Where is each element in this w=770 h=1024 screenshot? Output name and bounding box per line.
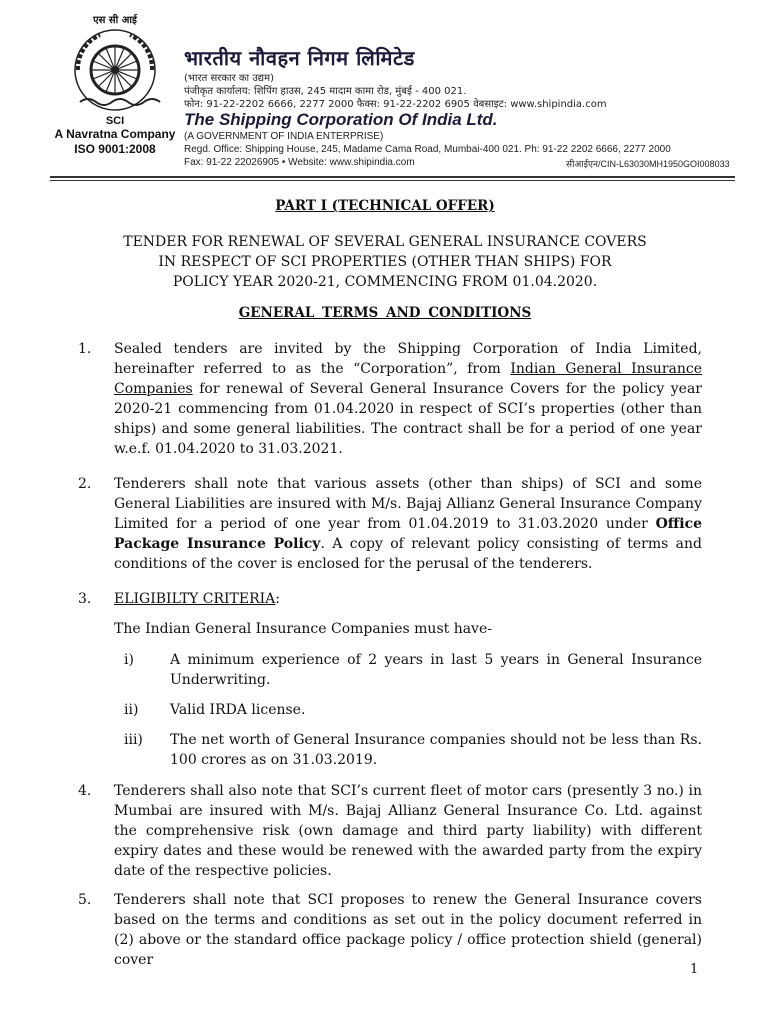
criteria-numeral: iii)	[124, 732, 143, 748]
tender-title	[0, 232, 770, 292]
criteria-numeral: i)	[124, 652, 134, 668]
criteria-text: Valid IRDA license.	[170, 702, 306, 718]
clause-number: 5.	[78, 892, 92, 908]
sci-emblem-icon	[50, 10, 180, 125]
clause-number: 1.	[78, 341, 92, 357]
company-subtitle-english: (A GOVERNMENT OF INDIA ENTERPRISE)	[184, 131, 384, 142]
letterhead-divider	[50, 176, 735, 181]
clause-number: 4.	[78, 783, 92, 799]
address-hindi: पंजीकृत कार्यालय: शिपिंग हाउस, 245 मादाम कामा रोड, मुंबई - 400 021.	[184, 86, 467, 97]
clause-text: Tenderers shall note that various assets (other than ships) of SCI and some General Liabilities are insured with M/s. Bajaj Allianz General Insurance Company Limited for a period of one year from 01.04.2019 to 31.03.2020 under Office Package Insurance Policy. A copy of relevant policy consisting of terms and conditions of the cover is enclosed for the perusal of the tenderers.	[114, 476, 703, 572]
fax-website: Fax: 91-22 22026905 • Website: www.shipindia.com	[184, 157, 415, 168]
contact-hindi: फोन: 91-22-2202 6666, 2277 2000 फैक्स: 91-22-2202 6905 वेबसाइट: www.shipindia.com	[184, 99, 607, 110]
criteria-item	[114, 730, 702, 770]
cin-number: सीआईएन/CIN-L63030MH1950GOI008033	[566, 159, 730, 169]
company-subtitle-hindi: (भारत सरकार का उद्यम)	[184, 73, 274, 84]
clause-text: Sealed tenders are invited by the Shipping Corporation of India Limited, hereinafter referred to as the “Corporation”, from Indian General Insurance Companies for renewal of Several General Insurance Covers for the policy year 2020-21 commencing from 01.04.2020 in respect of SCI’s properties (other than ships) and some general liabilities. The contract shall be for a period of one year w.e.f. 01.04.2020 to 31.03.2021.	[114, 341, 703, 457]
company-logo	[50, 10, 180, 157]
navratna-tagline: A Navratna Company	[54, 127, 176, 141]
company-name-hindi: भारतीय नौवहन निगम लिमिटेड	[184, 46, 415, 70]
logo-abbreviation: SCI	[105, 115, 125, 127]
tender-title-line-2: IN RESPECT OF SCI PROPERTIES (OTHER THAN SHIPS) FOR	[158, 254, 612, 270]
criteria-numeral: ii)	[124, 702, 139, 718]
clause-number: 3.	[78, 591, 92, 607]
criteria-item	[114, 700, 702, 720]
clause-heading: ELIGIBILTY CRITERIA:	[114, 591, 281, 607]
clause-2	[78, 474, 702, 574]
company-name-english: The Shipping Corporation Of India Ltd.	[184, 110, 498, 129]
clause-number: 2.	[78, 476, 92, 492]
logo-hindi-text: एस सी आई	[93, 15, 137, 26]
registered-office: Regd. Office: Shipping House, 245, Madame Cama Road, Mumbai-400 021. Ph: 91-22 2202 6666, 2277 2000	[184, 144, 671, 155]
eligibility-intro: The Indian General Insurance Companies must have-	[114, 621, 492, 637]
clause-5	[78, 890, 702, 970]
clause-1	[78, 339, 702, 459]
tender-title-line-3: POLICY YEAR 2020-21, COMMENCING FROM 01.04.2020.	[172, 274, 598, 290]
part-title: PART I (TECHNICAL OFFER)	[275, 198, 495, 214]
terms-heading: GENERAL TERMS AND CONDITIONS	[238, 305, 532, 321]
clause-4	[78, 781, 702, 881]
iso-tagline: ISO 9001:2008	[74, 142, 156, 156]
tender-title-line-1: TENDER FOR RENEWAL OF SEVERAL GENERAL INSURANCE COVERS	[123, 234, 647, 250]
policy-name-bold: Office Package Insurance Policy	[114, 516, 702, 552]
clause-text: Tenderers shall note that SCI proposes to renew the General Insurance covers based on the terms and conditions as set out in the policy document referred in (2) above or the standard office package policy / office protection shield (general) cover	[114, 892, 702, 968]
eligibility-heading: ELIGIBILTY CRITERIA	[114, 591, 276, 607]
page-number: 1	[690, 962, 699, 977]
criteria-text: A minimum experience of 2 years in last 5 years in General Insurance Underwriting.	[170, 652, 702, 688]
clause-3	[78, 589, 702, 609]
criteria-item	[114, 650, 702, 690]
criteria-text: The net worth of General Insurance companies should not be less than Rs. 100 crores as on 31.03.2019.	[170, 732, 702, 768]
clause-text: Tenderers shall also note that SCI’s current fleet of motor cars (presently 3 no.) in Mumbai are insured with M/s. Bajaj Allianz General Insurance Co. Ltd. against the comprehensive risk (own damage and third party liability) with different expiry dates and these would be renewed with the awarded party from the expiry date of the respective policies.	[114, 783, 702, 879]
insurers-underlined: Indian General Insurance Companies	[114, 361, 703, 397]
